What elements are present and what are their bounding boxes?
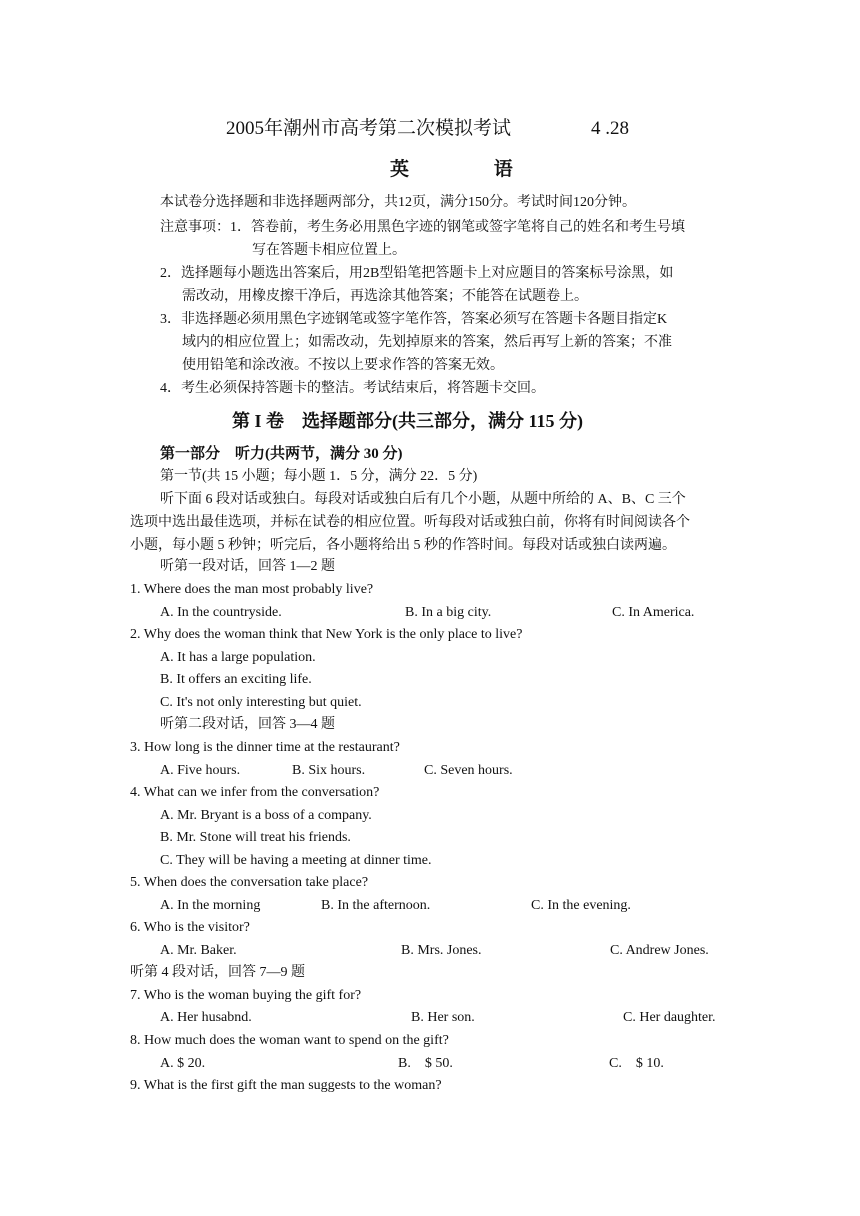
q4-option-c: C. They will be having a meeting at dinner time.	[160, 853, 432, 868]
q8-option-c: C. $ 10.	[609, 1056, 664, 1071]
note-3-cont: 域内的相应位置上；如需改动，先划掉原来的答案，然后再写上新的答案；不准	[182, 335, 672, 350]
exam-title: 2005年潮州市高考第二次模拟考试	[226, 118, 512, 139]
note-1: 1．答卷前，考生务必用黑色字迹的钢笔或签字笔将自己的姓名和考生号填	[230, 220, 685, 235]
q3-option-a: A. Five hours.	[160, 763, 241, 778]
q7-option-b: B. Her son.	[411, 1010, 475, 1025]
q6-option-c: C. Andrew Jones.	[610, 943, 709, 958]
note-4: 4．考生必须保持答题卡的整洁。考试结束后，将答题卡交回。	[160, 381, 545, 396]
q4-option-a: A. Mr. Bryant is a boss of a company.	[160, 808, 372, 823]
dialogue-4-label: 听第 4 段对话，回答 7—9 题	[130, 965, 305, 980]
note-2-cont: 需改动，用橡皮擦干净后，再选涂其他答案；不能答在试题卷上。	[182, 289, 588, 304]
instructions-3: 小题，每小题 5 秒钟；听完后，各小题将给出 5 秒的作答时间。每段对话或独白读两遍。	[130, 538, 676, 553]
volume-heading: 第 I 卷 选择题部分(共三部分，满分 115 分)	[232, 411, 583, 431]
note-3-cont2: 使用铅笔和涂改液。不按以上要求作答的答案无效。	[182, 358, 504, 373]
exam-info: 本试卷分选择题和非选择题两部分，共12页，满分150分。考试时间120分钟。	[160, 195, 636, 210]
q7-option-c: C. Her daughter.	[623, 1010, 716, 1025]
q1-option-c: C. In America.	[612, 605, 695, 620]
question-8: 8. How much does the woman want to spend on the gift?	[130, 1033, 449, 1048]
q6-option-b: B. Mrs. Jones.	[401, 943, 482, 958]
question-1: 1. Where does the man most probably live?	[130, 582, 374, 597]
dialogue-2-label: 听第二段对话，回答 3—4 题	[160, 717, 335, 732]
instructions-1: 听下面 6 段对话或独白。每段对话或独白后有几个小题，从题中所给的 A、B、C 三个	[160, 492, 686, 507]
q2-option-b: B. It offers an exciting life.	[160, 672, 312, 687]
question-3: 3. How long is the dinner time at the restaurant?	[130, 740, 400, 755]
subject-heading: 英 语	[390, 159, 553, 180]
subsection-heading: 第一节(共 15 小题；每小题 1．5 分，满分 22．5 分)	[160, 469, 478, 484]
notes-label: 注意事项：	[160, 220, 230, 235]
q1-option-b: B. In a big city.	[405, 605, 492, 620]
question-6: 6. Who is the visitor?	[130, 920, 250, 935]
part-heading: 第一部分 听力(共两节，满分 30 分)	[160, 446, 403, 462]
question-2: 2. Why does the woman think that New York is the only place to live?	[130, 627, 523, 642]
q5-option-c: C. In the evening.	[531, 898, 631, 913]
q2-option-c: C. It's not only interesting but quiet.	[160, 695, 362, 710]
note-2: 2．选择题每小题选出答案后，用2B型铅笔把答题卡上对应题目的答案标号涂黑，如	[160, 266, 674, 281]
q1-option-a: A. In the countryside.	[160, 605, 282, 620]
q5-option-a: A. In the morning	[160, 898, 261, 913]
q6-option-a: A. Mr. Baker.	[160, 943, 237, 958]
question-9: 9. What is the first gift the man suggests to the woman?	[130, 1078, 442, 1093]
q2-option-a: A. It has a large population.	[160, 650, 316, 665]
q5-option-b: B. In the afternoon.	[321, 898, 431, 913]
question-4: 4. What can we infer from the conversation?	[130, 785, 380, 800]
q4-option-b: B. Mr. Stone will treat his friends.	[160, 830, 351, 845]
q8-option-b: B. $ 50.	[398, 1056, 453, 1071]
q3-option-b: B. Six hours.	[292, 763, 366, 778]
q7-option-a: A. Her husabnd.	[160, 1010, 252, 1025]
q8-option-a: A. $ 20.	[160, 1056, 206, 1071]
instructions-2: 选项中选出最佳选项，并标在试卷的相应位置。听每段对话或独白前，你将有时间阅读各个	[130, 515, 690, 530]
exam-date: 4 .28	[591, 118, 629, 139]
question-5: 5. When does the conversation take place?	[130, 875, 369, 890]
note-3: 3．非选择题必须用黑色字迹钢笔或签字笔作答，答案必须写在答题卡各题目指定K	[160, 312, 668, 327]
dialogue-1-label: 听第一段对话，回答 1—2 题	[160, 559, 335, 574]
q3-option-c: C. Seven hours.	[424, 763, 513, 778]
note-1-cont: 写在答题卡相应位置上。	[252, 243, 406, 258]
question-7: 7. Who is the woman buying the gift for?	[130, 988, 362, 1003]
